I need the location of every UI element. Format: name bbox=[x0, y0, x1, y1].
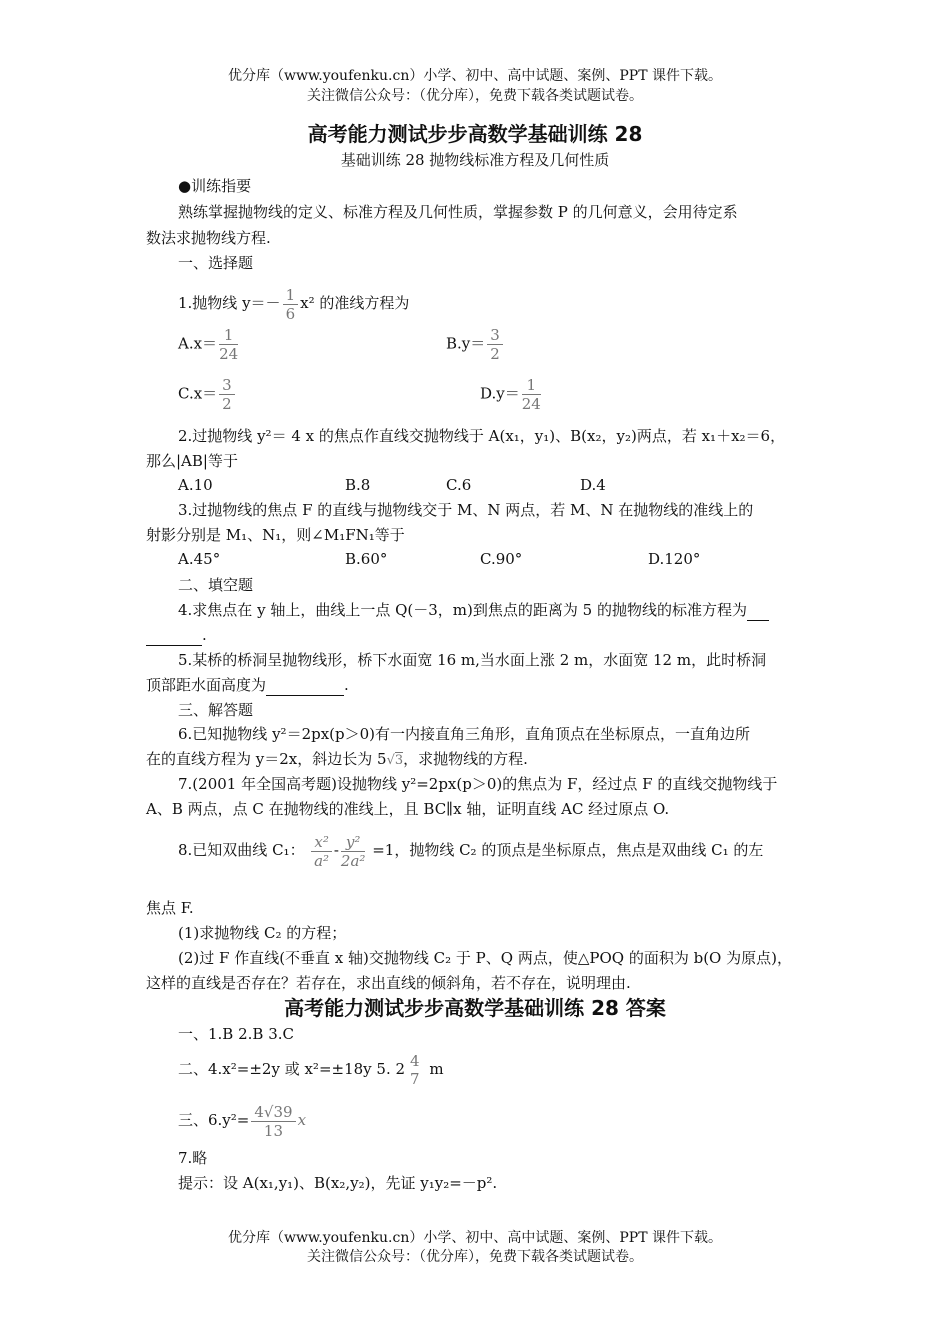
answer-section-3 bbox=[178, 1100, 306, 1140]
q3-option-c: C.90° bbox=[480, 550, 523, 568]
q2-option-a: A.10 bbox=[178, 476, 213, 494]
q3-option-a: A.45° bbox=[178, 550, 221, 568]
answer-blank bbox=[266, 675, 344, 696]
q2-option-b: B.8 bbox=[345, 476, 371, 494]
question-8-line-2: 焦点 F. bbox=[146, 899, 194, 917]
answer-2-text: 二、4.x²=±2y 或 x²=±18y 5. 2 bbox=[178, 1060, 406, 1078]
guide-text-2: 数法求抛物线方程. bbox=[146, 229, 271, 247]
fraction-numerator: 1 bbox=[283, 286, 299, 305]
answer-blank bbox=[146, 625, 202, 646]
question-8-post: =1，抛物线 C₂ 的顶点是坐标原点，焦点是双曲线 C₁ 的左 bbox=[372, 841, 764, 859]
question-2-line-2: 那么|AB|等于 bbox=[146, 452, 238, 470]
header-line-1: 优分库（www.youfenku.cn）小学、初中、高中试题、案例、PPT 课件下载。 bbox=[227, 68, 722, 84]
fraction-numerator: 1 bbox=[522, 376, 541, 395]
header-line-2: 关注微信公众号：（优分库），免费下载各类试题试卷。 bbox=[307, 88, 643, 104]
answer-7-hint: 提示：设 A(x₁,y₁)、B(x₂,y₂)，先证 y₁y₂=－p². bbox=[178, 1174, 498, 1192]
option-fraction bbox=[219, 376, 235, 413]
fraction-numerator: 1 bbox=[219, 326, 238, 345]
question-2-line-1: 2.过抛物线 y²＝ 4 x 的焦点作直线交抛物线于 A(x₁，y₁)、B(x₂，y₂)两点，若 x₁＋x₂＝6， bbox=[178, 427, 786, 445]
question-1-post: x² 的准线方程为 bbox=[300, 294, 410, 312]
answer-3-fraction bbox=[251, 1103, 295, 1140]
page-title: 高考能力测试步步高数学基础训练 28 bbox=[307, 122, 643, 146]
fraction-numerator: 4√39 bbox=[251, 1103, 295, 1122]
option-label: D.y＝ bbox=[480, 384, 520, 403]
question-6-line-1: 6.已知抛物线 y²＝2px(p＞0)有一内接直角三角形，直角顶点在坐标原点，一直角边所 bbox=[178, 725, 751, 743]
fraction-denominator: a² bbox=[314, 851, 330, 870]
question-4-line-2 bbox=[146, 625, 207, 646]
question-1-pre: 1.抛物线 y＝－ bbox=[178, 294, 281, 312]
question-8-part-2-line-1: (2)过 F 作直线(不垂直 x 轴)交抛物线 C₂ 于 P、Q 两点，使△POQ 的面积为 b(O 为原点)， bbox=[178, 949, 792, 967]
section-choice-heading: 一、选择题 bbox=[178, 254, 254, 272]
q1-option-c bbox=[178, 376, 237, 413]
section-fill-heading: 二、填空题 bbox=[178, 576, 254, 594]
fraction-denominator: 24 bbox=[219, 345, 239, 363]
question-8-line-1 bbox=[178, 830, 763, 870]
section-answer-heading: 三、解答题 bbox=[178, 701, 254, 719]
option-label: B.y＝ bbox=[446, 334, 486, 353]
q3-option-d: D.120° bbox=[648, 550, 701, 568]
answer-3-variable: x bbox=[297, 1111, 307, 1129]
option-fraction bbox=[219, 326, 238, 363]
option-fraction bbox=[487, 326, 503, 363]
question-1-fraction bbox=[283, 286, 299, 323]
fraction-denominator: 13 bbox=[263, 1121, 284, 1140]
fraction-numerator: y² bbox=[341, 833, 366, 852]
fraction-denominator: 2 bbox=[222, 395, 232, 413]
question-5-text: 顶部距水面高度为 bbox=[146, 676, 267, 694]
fraction-denominator: 2 bbox=[490, 345, 500, 363]
question-5-line-1: 5.某桥的桥洞呈抛物线形，桥下水面宽 16 m,当水面上涨 2 m，水面宽 12 m，此时桥洞 bbox=[178, 651, 767, 669]
q2-option-d: D.4 bbox=[580, 476, 606, 494]
question-7-line-2: A、B 两点，点 C 在抛物线的准线上，且 BC∥x 轴，证明直线 AC 经过原点 O. bbox=[146, 800, 670, 818]
q1-option-b bbox=[446, 326, 505, 363]
option-label: C.x＝ bbox=[178, 384, 218, 403]
fraction-denominator: 6 bbox=[285, 304, 296, 323]
question-4-end: . bbox=[202, 626, 207, 644]
question-8-text: 8.已知双曲线 C₁： bbox=[178, 841, 305, 859]
fraction-denominator: 2a² bbox=[340, 851, 366, 870]
fraction-denominator: 7 bbox=[410, 1070, 420, 1088]
question-6-line-2 bbox=[146, 749, 528, 771]
footer-line-2: 关注微信公众号：（优分库），免费下载各类试题试卷。 bbox=[307, 1249, 643, 1265]
question-4-line-1 bbox=[178, 600, 769, 621]
fraction-numerator: 4 bbox=[410, 1052, 420, 1070]
q3-option-b: B.60° bbox=[345, 550, 388, 568]
minus-sign: - bbox=[333, 841, 339, 859]
question-5-end: . bbox=[344, 676, 349, 694]
answer-section-2 bbox=[178, 1050, 444, 1088]
option-fraction bbox=[522, 376, 541, 413]
guide-text-1: 熟练掌握抛物线的定义、标准方程及几何性质，掌握参数 P 的几何意义，会用待定系 bbox=[178, 203, 738, 221]
answer-section-1: 一、1.B 2.B 3.C bbox=[178, 1025, 294, 1043]
question-7-line-1: 7.(2001 年全国高考题)设抛物线 y²=2px(p＞0)的焦点为 F，经过点 F 的直线交抛物线于 bbox=[178, 775, 778, 793]
question-1 bbox=[178, 283, 409, 323]
answer-3-text: 三、6.y²= bbox=[178, 1111, 250, 1129]
question-6-end: ，求抛物线的方程. bbox=[403, 750, 528, 768]
question-5-line-2 bbox=[146, 675, 349, 696]
answer-7: 7.略 bbox=[178, 1149, 208, 1167]
question-8-part-1: (1)求抛物线 C₂ 的方程； bbox=[178, 924, 347, 942]
fraction-numerator: x² bbox=[311, 833, 331, 852]
question-4-text: 4.求焦点在 y 轴上，曲线上一点 Q(－3，m)到焦点的距离为 5 的抛物线的标准方程为 bbox=[178, 601, 747, 619]
question-3-line-2: 射影分别是 M₁、N₁，则∠M₁FN₁等于 bbox=[146, 526, 405, 544]
footer-line-1: 优分库（www.youfenku.cn）小学、初中、高中试题、案例、PPT 课件下载。 bbox=[227, 1230, 722, 1246]
sqrt-radicand: 3 bbox=[394, 753, 404, 768]
question-3-line-1: 3.过抛物线的焦点 F 的直线与抛物线交于 M、N 两点，若 M、N 在抛物线的准线上的 bbox=[178, 501, 754, 519]
option-label: A.x＝ bbox=[178, 334, 218, 353]
fraction-denominator: 24 bbox=[521, 395, 541, 413]
q2-option-c: C.6 bbox=[446, 476, 472, 494]
guide-heading: ●训练指要 bbox=[178, 177, 252, 195]
answer-2-fraction bbox=[407, 1052, 423, 1088]
q1-option-a bbox=[178, 326, 240, 363]
fraction-numerator: 3 bbox=[487, 326, 503, 345]
q1-option-d bbox=[480, 376, 543, 413]
fraction-numerator: 3 bbox=[219, 376, 235, 395]
answer-2-unit: m bbox=[424, 1060, 444, 1078]
page-subtitle: 基础训练 28 抛物线标准方程及几何性质 bbox=[340, 151, 610, 169]
hyperbola-y-fraction bbox=[341, 833, 366, 870]
answer-title: 高考能力测试步步高数学基础训练 28 答案 bbox=[284, 996, 666, 1020]
sqrt-sign: √ bbox=[386, 753, 395, 768]
question-6-text: 在的直线方程为 y＝2x，斜边长为 5 bbox=[146, 750, 387, 768]
hyperbola-x-fraction bbox=[311, 833, 331, 870]
answer-blank bbox=[747, 600, 769, 621]
question-8-part-2-line-2: 这样的直线是否存在？若存在，求出直线的倾斜角，若不存在，说明理由. bbox=[146, 974, 631, 992]
